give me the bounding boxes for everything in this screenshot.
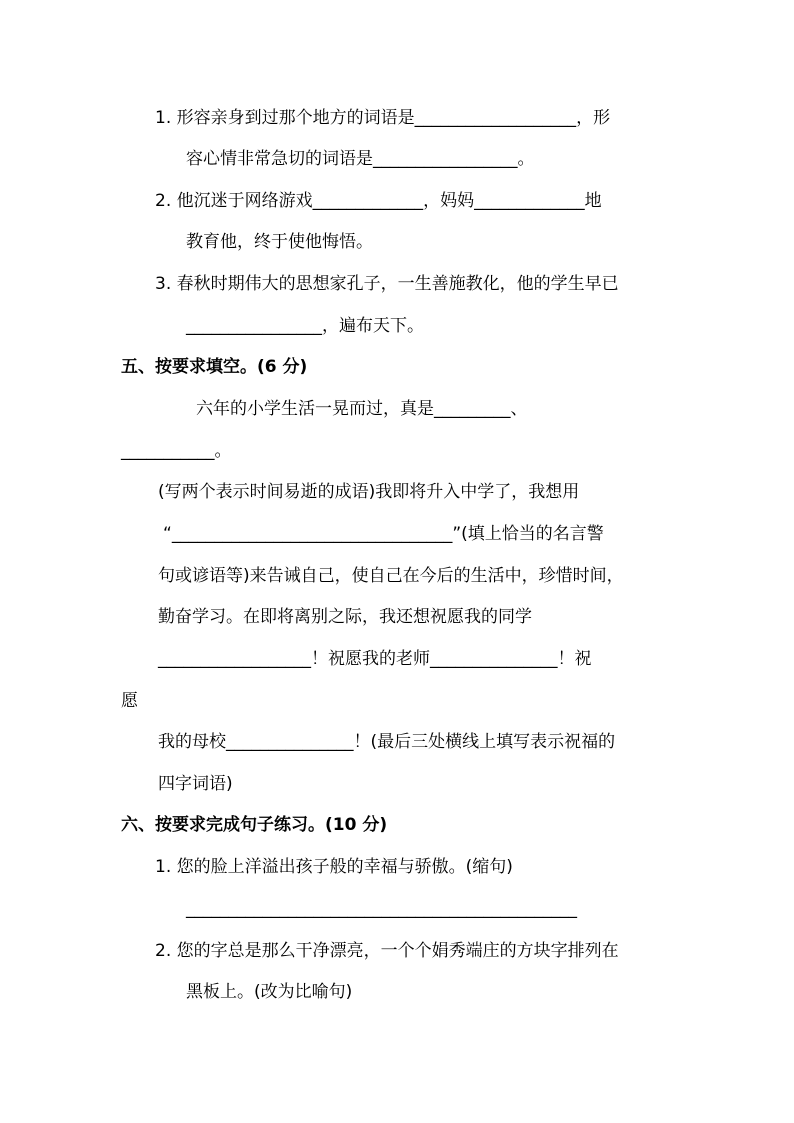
s5-line7-text: ！祝愿我的老师 [311,649,430,669]
s4-item2-line2 [186,231,373,253]
s4-item2-text-b: ，妈妈 [423,191,475,211]
s6-item1-line1 [155,856,513,878]
s4-item3-text-a: 春秋时期伟大的思想家孔子，一生善施教化，他的学生早已 [176,274,619,294]
s5-line2-end: 。 [214,441,232,461]
s4-item2-text-d: 教育他，终于使他悔悟。 [186,232,373,252]
s5-line1-text: 六年的小学生活一晃而过，真是 [196,399,434,419]
s5-blank-6[interactable]: _______________ [226,732,354,752]
s4-item2-text-a: 他沉迷于网络游戏 [176,191,313,211]
s5-line9-end: ！(最后三处横线上填写表示祝福的 [353,732,616,752]
s4-item1-blank-b[interactable]: _________________ [373,149,518,169]
s5-line8: 愿 [121,691,138,711]
s5-line1-sep: 、 [510,399,528,419]
s4-item3-line1 [155,273,619,295]
s6-item1-text: 您的脸上洋溢出孩子般的幸福与骄傲。(缩句) [176,857,513,877]
s5-blank-3[interactable]: _________________________________ [171,524,453,544]
s4-item2-line1 [155,190,602,212]
s4-item1-text-c: 容心情非常急切的词语是 [186,149,373,169]
s5-line6: 勤奋学习。在即将离别之际，我还想祝愿我的同学 [158,607,532,627]
s4-item1-text-d: 。 [517,149,535,169]
s4-item2-blank-b[interactable]: _____________ [474,191,585,211]
s4-item3-number: 3. [155,274,172,294]
s4-item1-line2 [186,148,535,170]
s4-item1-blank-a[interactable]: ___________________ [414,108,577,128]
s6-item2-line2: 黑板上。(改为比喻句) [186,982,353,1002]
s6-item2-number: 2. [155,941,172,961]
s6-item1-answer-line[interactable]: ______________________________________________ [186,899,577,919]
s6-item1-number: 1. [155,857,172,877]
section6-heading: 六、按要求完成句子练习。(10 分) [121,815,388,835]
s4-item2-blank-a[interactable]: _____________ [312,191,424,211]
s5-line4 [163,523,604,545]
s4-item1-line1 [155,107,610,129]
s5-line1 [196,398,528,420]
s5-line9-text: 我的母校 [158,732,226,752]
s5-blank-2[interactable]: ___________ [121,441,215,461]
s5-blank-4[interactable]: __________________ [158,649,311,669]
s5-line3: (写两个表示时间易逝的成语)我即将升入中学了，我想用 [158,482,580,502]
s5-line4-close: ”(填上恰当的名言警 [452,524,604,544]
s5-blank-1[interactable]: _________ [434,399,511,419]
s4-item3-line2 [186,315,424,337]
s5-line5: 句或谚语等)来告诫自己，使自己在今后的生活中，珍惜时间， [158,566,624,586]
s5-line2 [121,440,232,462]
s4-item3-text-b: ，遍布天下。 [322,316,424,336]
s6-item2-text-a: 您的字总是那么干净漂亮，一个个娟秀端庄的方块字排列在 [176,941,619,961]
s5-open-quote: “ [163,524,172,544]
s5-line7-end: ！祝 [557,649,592,669]
s5-line9 [158,731,615,753]
s4-item1-text-b: ，形 [576,108,611,128]
s4-item1-number: 1. [155,108,172,128]
section5-heading: 五、按要求填空。(6 分) [121,357,308,377]
s5-blank-5[interactable]: _______________ [430,649,558,669]
s4-item1-text-a: 形容亲身到过那个地方的词语是 [176,108,415,128]
s4-item3-blank-a[interactable]: ________________ [186,316,322,336]
s6-item2-line1 [155,940,619,962]
s4-item2-number: 2. [155,191,172,211]
s4-item2-text-c: 地 [584,191,602,211]
s5-line7 [158,648,592,670]
s5-line10: 四字词语) [158,774,233,794]
